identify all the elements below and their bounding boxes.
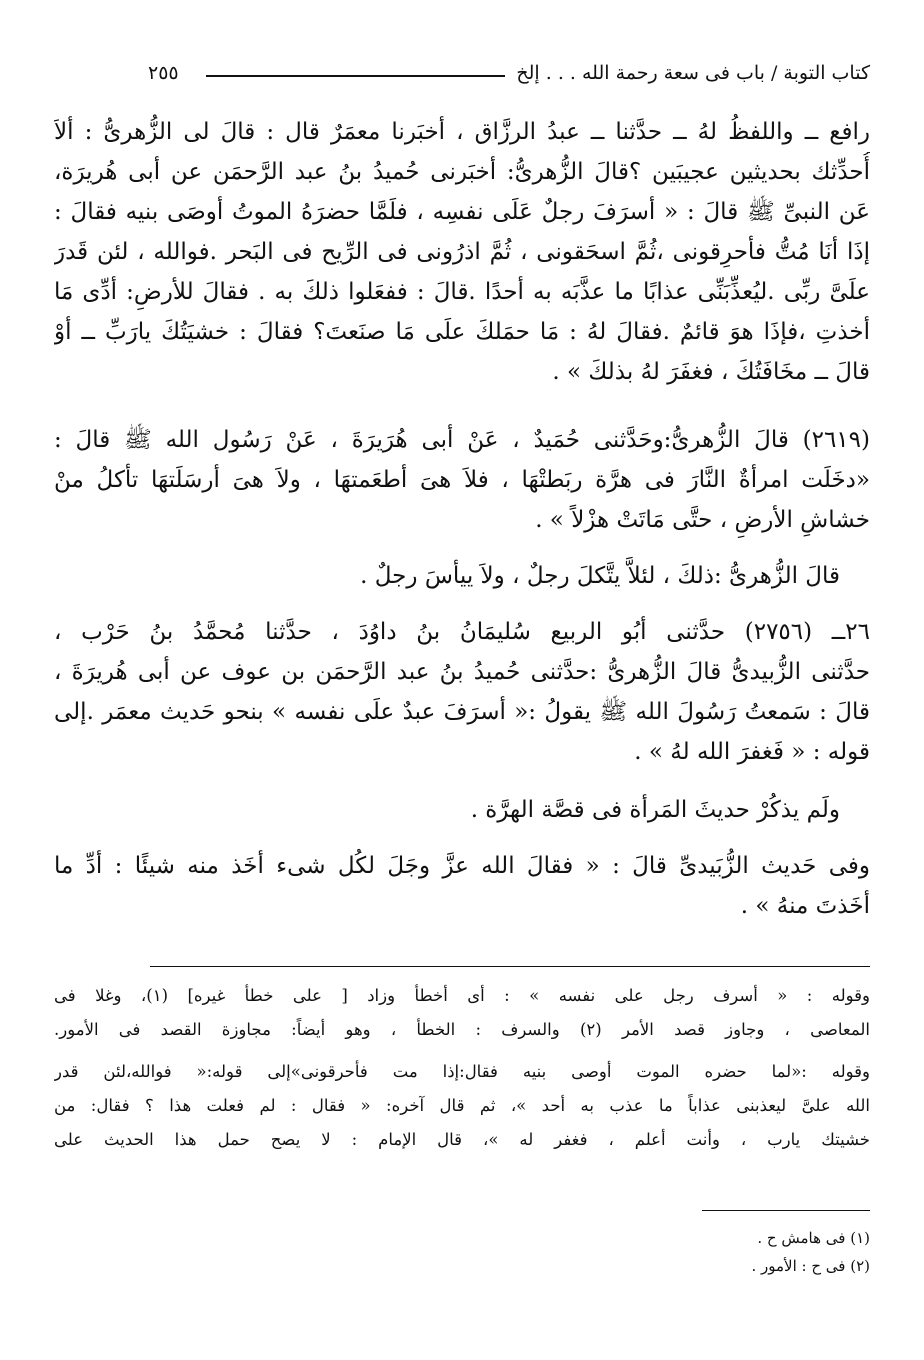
- hadith-2756-line: ٢٦ــ (٢٧٥٦) حدَّثنى أبُو الربيع سُليمَانُ بنُ داوُدَ ، حدَّثنا مُحمَّدُ بنُ حَرْب ،: [54, 619, 870, 645]
- body-line: ولَم يذكُرْ حديثَ المَرأة فى قصَّة الهرَّة .: [470, 797, 840, 823]
- body-line: أخَذتَ منهُ » .: [740, 893, 870, 919]
- running-header: [148, 62, 870, 90]
- header-title: كتاب التوبة / باب فى سعة رحمة الله . . . إلخ: [516, 62, 870, 84]
- body-line: علَىَّ ربِّى .ليُعذِّبَنِّى عذابًا ما عذَّبَه به أحدًا .قالَ : ففعَلوا ذلكَ به . فقالَ للأرضِ: أدِّى مَا: [54, 279, 870, 305]
- body-line: إذَا أنَا مُتُّ فأحرِقونى ،ثُمَّ اسحَقونى ، ثُمَّ اذرُونى فى الرِّيح فى البَحر .فوالله ، لئن قَدرَ: [54, 239, 870, 265]
- commentary-line: الله علىَّ ليعذبنى عذاباً ما عذب به أحد »، ثم قال آخره: « فقال : لم فعلت هذا ؟ فقال: من: [54, 1096, 870, 1115]
- body-line: قالَ : سَمعتُ رَسُولَ الله ﷺ يقولُ :« أسرَفَ عبدٌ علَى نفسه » بنحو حَديث معمَر .إلى: [54, 699, 870, 725]
- header-rule: [206, 75, 505, 77]
- commentary-line: المعاصى ، وجاوز قصد الأمر (٢) والسرف : الخطأ ، وهو أيضاً: مجاوزة القصد فى الأمور.: [54, 1020, 870, 1039]
- commentary-line: وقوله : « أسرف رجل على نفسه » : أى أخطأ وزاد [ على خطأ غيره] (١)، وغلا فى: [54, 986, 870, 1005]
- footnote-1: (١) فى هامش ح .: [757, 1229, 870, 1247]
- body-line: «دخَلَت امرأةٌ النَّارَ فى هرَّة ربَطتْهَا ، فلاَ هىَ أطعَمتهَا ، ولاَ هىَ أرسَلَتهَا تأكلُ منْ: [54, 467, 870, 493]
- body-line: قوله : « فَغفرَ الله لهُ » .: [634, 739, 870, 765]
- body-line: وفى حَديث الزُّبَيدىِّ قالَ : « فقالَ الله عزَّ وجَلَ لكُل شىء أخَذ منه شيئًا : أدِّ ما: [54, 853, 870, 879]
- body-line: حدَّثنى الزُّبيدىُّ قالَ الزُّهرىُّ :حدَّثنى حُميدُ بنُ عبد الرَّحمَن بن عوف عن أبى هُريرَةَ ،: [54, 659, 870, 685]
- body-line: أُحدِّثك بحديثين عجيبَين ؟قالَ الزُّهرىُّ: أخبَرنى حُميدُ بنُ عبد الرَّحمَن عن أبى هُريرَة،: [54, 159, 870, 185]
- commentary-line: خشيتك يارب ، وأنت أعلم ، فغفر له »، قال الإمام : لا يصح حمل هذا الحديث على: [54, 1130, 870, 1149]
- body-line: خشاشِ الأرضِ ، حتَّى مَاتَتْ هزْلاً » .: [535, 507, 870, 533]
- body-line: أخذتِ ،فإذَا هوَ قائمٌ .فقالَ لهُ : مَا حمَلكَ علَى مَا صنَعتَ؟ فقالَ : خشيَتُكَ يارَبِّ ــ أوْ: [54, 319, 870, 345]
- body-line: رافع ــ واللفظُ لهُ ــ حدَّثنا ــ عبدُ الرزَّاق ، أخبَرنا معمَرٌ قال : قالَ لى الزُّهرىُّ : ألاَ: [54, 119, 870, 145]
- body-line: قالَ الزُّهرىُّ :ذلكَ ، لئلاَّ يتَّكلَ رجلٌ ، ولاَ ييأسَ رجلٌ .: [360, 563, 840, 589]
- page-number: ٢٥٥: [148, 62, 179, 84]
- commentary-separator: [150, 966, 870, 967]
- commentary-line: وقوله :«لما حضره الموت أوصى بنيه فقال:إذا مت فأحرقونى»إلى قوله:« فوالله،لئن قدر: [54, 1062, 870, 1081]
- footnote-2: (٢) فى ح : الأمور .: [751, 1257, 870, 1275]
- body-line: قالَ ــ مخَافَتُكَ ، فغفَرَ لهُ بذلكَ » .: [552, 359, 870, 385]
- body-line: عَن النبىِّ ﷺ قالَ : « أسرَفَ رجلٌ عَلَى نفسِه ، فلَمَّا حضرَهُ الموتُ أوصَى بنيه فقالَ :: [54, 199, 870, 225]
- notes-separator: [702, 1210, 870, 1211]
- hadith-2619-line: (٢٦١٩) قالَ الزُّهرىُّ:وحَدَّثنى حُمَيدٌ ، عَنْ أبى هُرَيرَةَ ، عَنْ رَسُول الله ﷺ قالَ :: [54, 427, 870, 453]
